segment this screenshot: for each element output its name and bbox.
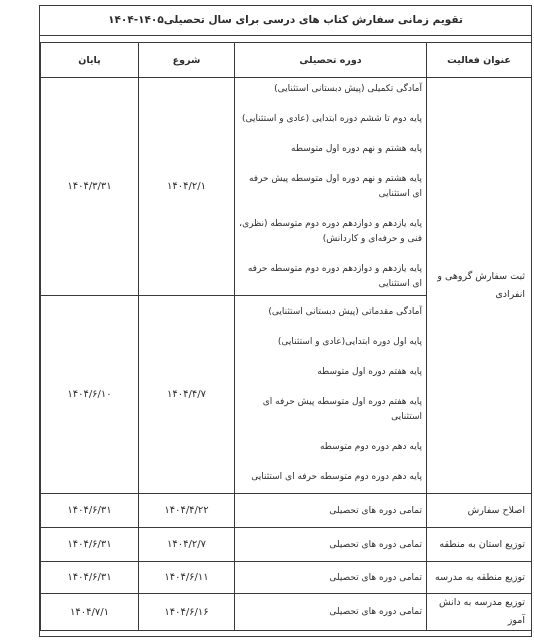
course-line: پایه هشتم و نهم دوره اول متوسطه پیش حرفه ای استثنایی bbox=[248, 173, 422, 199]
table-row bbox=[41, 594, 532, 631]
course-line: پایه اول دوره ابتدایی(عادی و استثنایی) bbox=[277, 336, 422, 347]
activity-cell: توزیع منطقه به مدرسه bbox=[427, 562, 532, 594]
course-cell: تمامی دوره های تحصیلی bbox=[235, 562, 427, 594]
end-date-cell: ۱۴۰۴/۶/۳۱ bbox=[41, 528, 139, 562]
course-line: پایه دوم تا ششم دوره ابتدایی (عادی و استثنایی) bbox=[241, 113, 422, 124]
table-row bbox=[41, 528, 532, 562]
end-date-cell: ۱۴۰۴/۷/۱ bbox=[41, 594, 139, 631]
table-row bbox=[41, 562, 532, 594]
course-line: پایه هفتم دوره اول متوسطه پیش حرفه ای استثنایی bbox=[262, 396, 422, 422]
course-line: پایه هشتم و نهم دوره اول متوسطه bbox=[291, 143, 422, 154]
course-list-cell bbox=[235, 296, 427, 494]
activity-cell: ثبت سفارش گروهی و انفرادی bbox=[427, 78, 532, 494]
schedule-document bbox=[39, 5, 532, 637]
start-date-cell: ۱۴۰۴/۶/۱۱ bbox=[139, 562, 235, 594]
end-date-cell: ۱۴۰۴/۶/۱۰ bbox=[41, 296, 139, 494]
activity-cell: توزیع استان به منطقه bbox=[427, 528, 532, 562]
table-row bbox=[41, 78, 532, 296]
course-cell: تمامی دوره های تحصیلی bbox=[235, 594, 427, 631]
header-start: شروع bbox=[139, 43, 235, 78]
course-cell: تمامی دوره های تحصیلی bbox=[235, 528, 427, 562]
end-date-cell: ۱۴۰۴/۶/۳۱ bbox=[41, 562, 139, 594]
header-activity: عنوان فعالیت bbox=[427, 43, 532, 78]
course-line: آمادگی تکمیلی (پیش دبستانی استثنایی) bbox=[274, 83, 422, 94]
table-row bbox=[41, 494, 532, 528]
start-date-cell: ۱۴۰۴/۲/۷ bbox=[139, 528, 235, 562]
course-line: پایه هفتم دوره اول متوسطه bbox=[317, 366, 422, 377]
end-date-cell: ۱۴۰۴/۶/۳۱ bbox=[41, 494, 139, 528]
course-line: آمادگی مقدماتی (پیش دبستانی استثنایی) bbox=[268, 306, 422, 317]
start-date-cell: ۱۴۰۴/۴/۲۲ bbox=[139, 494, 235, 528]
header-end: پایان bbox=[41, 43, 139, 78]
start-date-cell: ۱۴۰۴/۴/۷ bbox=[139, 296, 235, 494]
activity-cell: توزیع مدرسه به دانش آموز bbox=[427, 594, 532, 631]
start-date-cell: ۱۴۰۴/۶/۱۶ bbox=[139, 594, 235, 631]
course-line: پایه یازدهم و دوازدهم دوره دوم متوسطه (نظری، فنی و حرفه‌ای و کاردانش) bbox=[239, 218, 422, 244]
end-date-cell: ۱۴۰۴/۳/۳۱ bbox=[41, 78, 139, 296]
header-course: دوره تحصیلی bbox=[235, 43, 427, 78]
course-line: پایه دهم دوره دوم متوسطه حرفه ای استثنایی bbox=[251, 471, 422, 482]
header-row bbox=[41, 43, 532, 78]
course-line: پایه دهم دوره دوم متوسطه bbox=[319, 441, 422, 452]
course-cell: تمامی دوره های تحصیلی bbox=[235, 494, 427, 528]
table-title: تقویم زمانی سفارش کتاب های درسی برای سال تحصیلی۱۴۰۵-۱۴۰۴ bbox=[40, 6, 531, 36]
course-line: پایه یازدهم و دوازدهم دوره دوم متوسطه حرفه ای استثنایی bbox=[247, 263, 422, 289]
activity-cell: اصلاح سفارش bbox=[427, 494, 532, 528]
course-list-cell bbox=[235, 78, 427, 296]
start-date-cell: ۱۴۰۴/۲/۱ bbox=[139, 78, 235, 296]
schedule-table bbox=[40, 42, 532, 631]
